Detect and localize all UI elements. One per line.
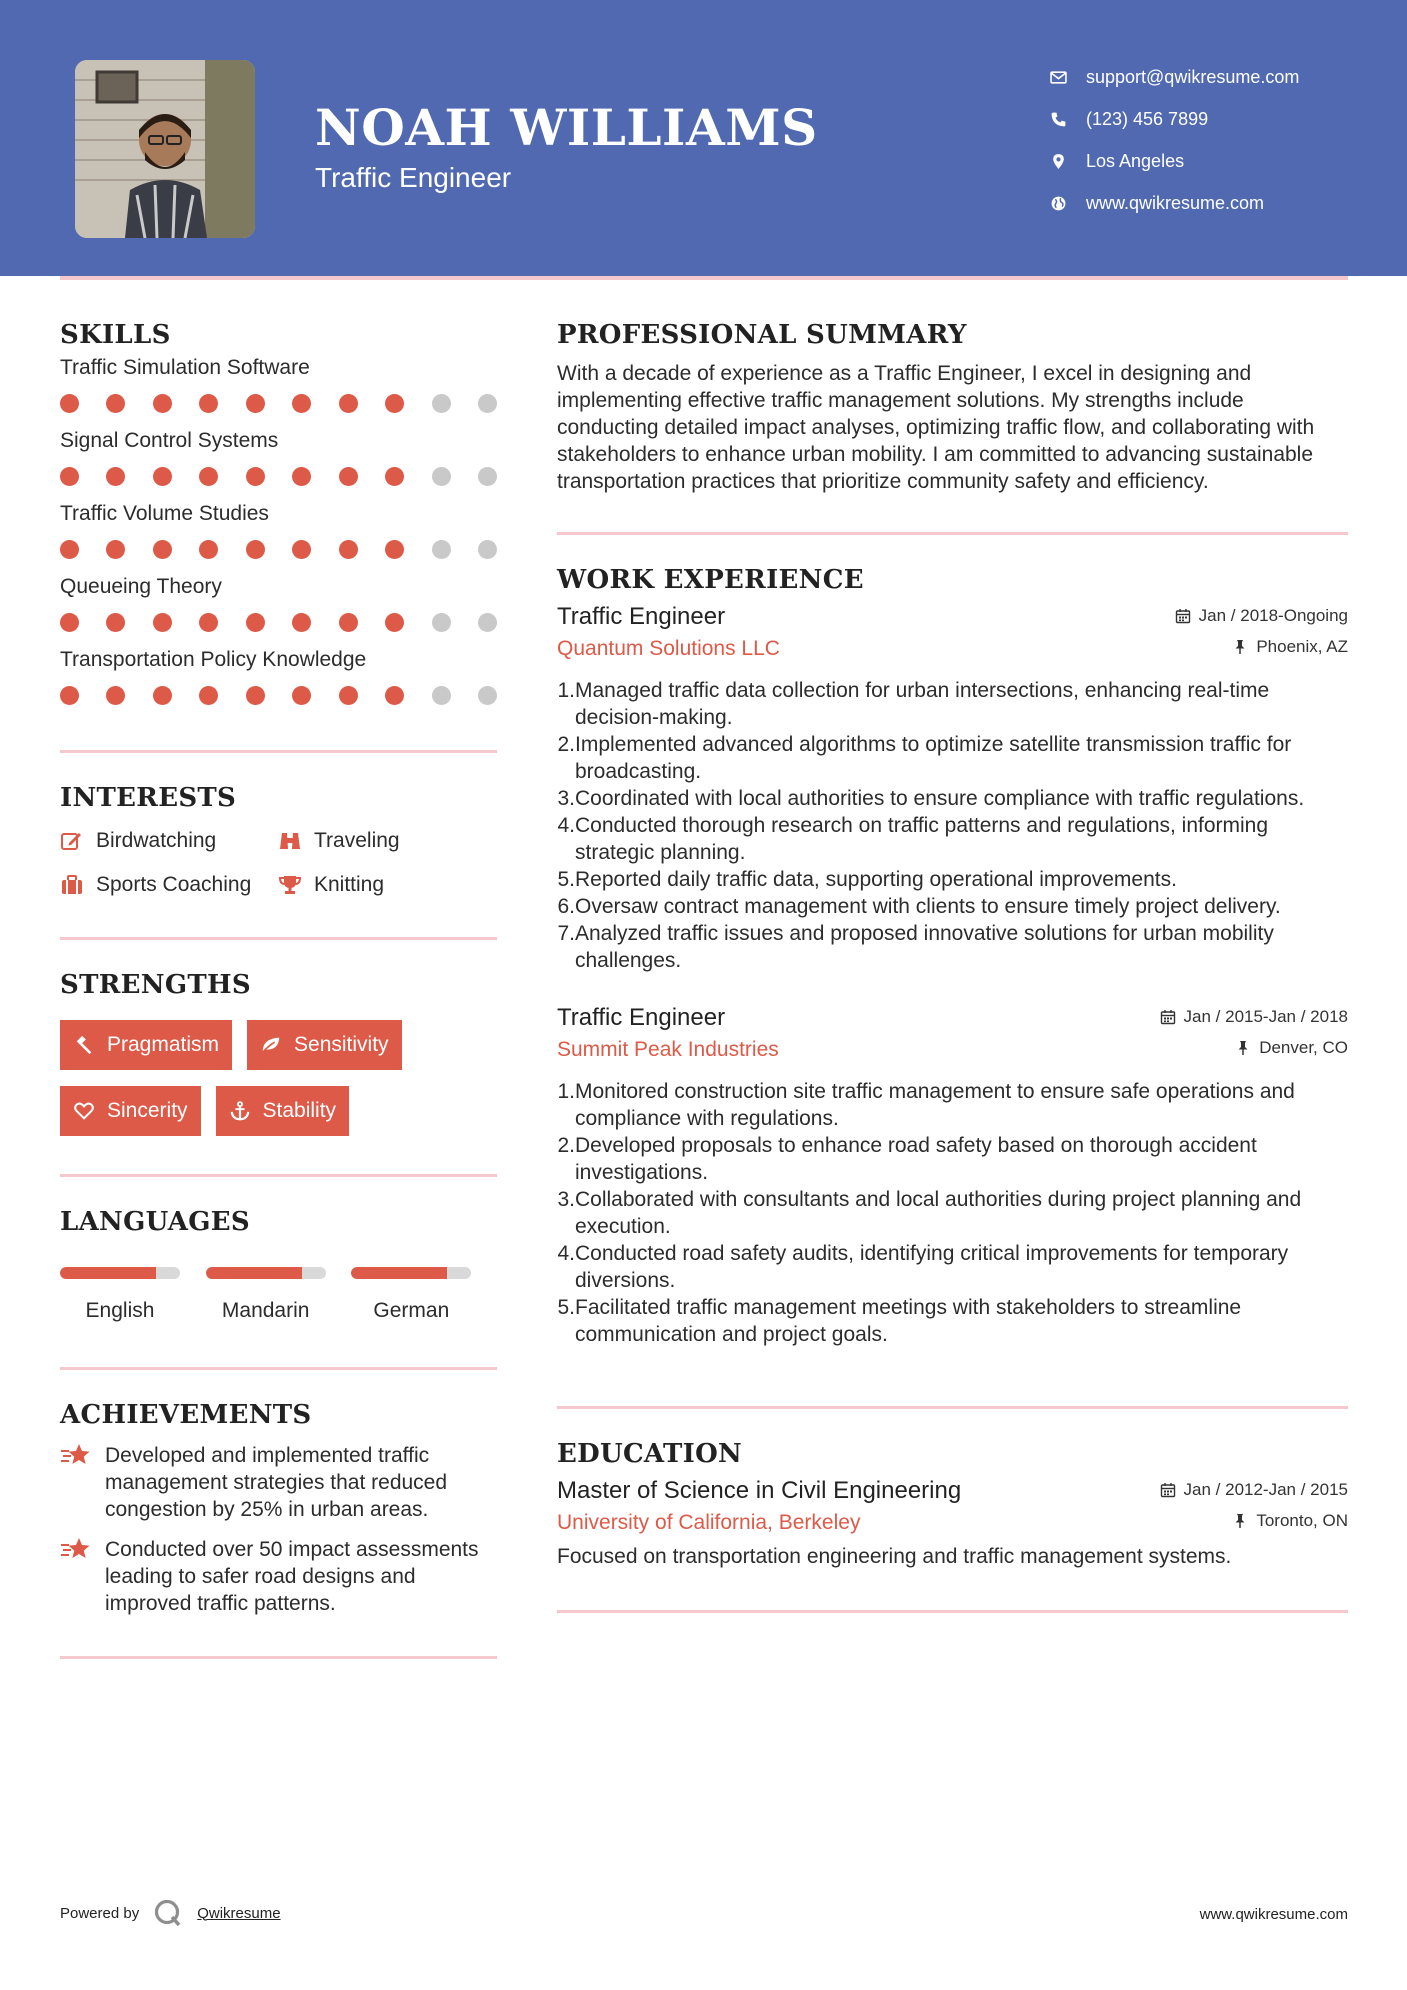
interest-label: Knitting <box>314 873 385 896</box>
skill-dot-empty <box>478 613 497 632</box>
education-description: Focused on transportation engineering and traffic management systems. <box>557 1545 1232 1568</box>
interest-item <box>60 829 278 853</box>
job-bullet: 5. Facilitated traffic management meetings with stakeholders to streamline communication and project goals. <box>557 1294 1348 1348</box>
section-divider <box>60 1656 497 1659</box>
skill-dot-filled <box>199 686 218 705</box>
job-bullets <box>557 677 1348 974</box>
language-item <box>206 1267 352 1323</box>
language-name: German <box>373 1299 450 1322</box>
skill-dot-filled <box>106 613 125 632</box>
strength-label: Sincerity <box>107 1099 188 1122</box>
skill-item <box>60 502 497 559</box>
education-location-text: Toronto, ON <box>1256 1511 1348 1530</box>
footer-website[interactable]: www.qwikresume.com <box>1199 1906 1348 1923</box>
language-level-bar <box>60 1267 180 1279</box>
section-divider <box>557 1406 1348 1409</box>
job-location <box>1235 1038 1348 1058</box>
resume-header <box>0 0 1407 276</box>
skill-dot-filled <box>246 613 265 632</box>
strength-label: Sensitivity <box>294 1033 389 1056</box>
section-divider <box>557 1610 1348 1613</box>
candidate-name: NOAH WILLIAMS <box>315 98 818 157</box>
strengths-list <box>60 1020 497 1136</box>
summary-section <box>557 320 1348 495</box>
skill-dot-empty <box>432 394 451 413</box>
skill-dot-filled <box>199 394 218 413</box>
skills-section <box>60 320 497 705</box>
pushpin-icon <box>1232 1513 1248 1529</box>
job-bullet-text: Oversaw contract management with clients to ensure timely project delivery. <box>575 895 1281 918</box>
contact-list <box>1050 56 1390 224</box>
contact-location <box>1050 140 1390 182</box>
skill-dot-filled <box>292 467 311 486</box>
skill-dot-filled <box>292 686 311 705</box>
skill-dot-filled <box>153 613 172 632</box>
binoculars-icon <box>278 829 302 853</box>
experience-section <box>557 565 1348 1348</box>
strength-badge <box>216 1086 350 1136</box>
skill-dot-filled <box>246 686 265 705</box>
skill-dot-empty <box>478 467 497 486</box>
section-divider <box>60 1367 497 1370</box>
job-dates-text: Jan / 2018-Ongoing <box>1198 606 1348 625</box>
job-bullet-text: Developed proposals to enhance road safety based on thorough accident investigations. <box>575 1134 1257 1184</box>
summary-text: With a decade of experience as a Traffic Engineer, I excel in designing and implementing effective traffic management solutions. My strengths include conducting detailed impact analyses, optimizing traffic flow, and collaborating with stakeholders to enhance urban mobility. I am committed to advancing sustainable transportation practices that prioritize community safety and efficiency. <box>557 362 1315 493</box>
job-location-text: Phoenix, AZ <box>1256 637 1348 656</box>
skill-dot-filled <box>60 467 79 486</box>
skill-dot-filled <box>153 540 172 559</box>
strength-label: Stability <box>262 1099 337 1122</box>
skill-dot-filled <box>199 613 218 632</box>
powered-by-label: Powered by <box>60 1904 140 1922</box>
job-bullet: 7. Analyzed traffic issues and proposed innovative solutions for urban mobility challenges. <box>557 920 1348 974</box>
skill-dot-filled <box>339 613 358 632</box>
skill-dot-empty <box>432 540 451 559</box>
job-bullet: 5. Reported daily traffic data, supporting operational improvements. <box>557 868 1177 891</box>
pushpin-icon <box>1235 1040 1251 1056</box>
section-divider <box>60 750 497 753</box>
experience-heading: WORK EXPERIENCE <box>557 565 864 595</box>
interest-label: Sports Coaching <box>96 873 252 896</box>
language-item <box>60 1267 206 1323</box>
globe-icon <box>1050 195 1086 212</box>
school-name: University of California, Berkeley <box>557 1511 861 1534</box>
skill-rating <box>60 686 497 705</box>
contact-phone[interactable] <box>1050 98 1390 140</box>
achievement-item <box>60 1536 497 1617</box>
job-bullet-text: Reported daily traffic data, supporting operational improvements. <box>575 868 1177 891</box>
skill-dot-filled <box>106 394 125 413</box>
heart-icon <box>73 1100 95 1122</box>
skill-dot-filled <box>153 686 172 705</box>
achievement-item <box>60 1442 497 1523</box>
language-level-bar <box>206 1267 326 1279</box>
leaf-icon <box>260 1034 282 1056</box>
skill-dot-filled <box>246 540 265 559</box>
interest-label: Birdwatching <box>96 829 217 852</box>
skill-dot-filled <box>339 467 358 486</box>
skill-dot-filled <box>339 394 358 413</box>
candidate-title: Traffic Engineer <box>315 162 512 193</box>
achievement-text: Developed and implemented traffic management strategies that reduced congestion by 25% in urban areas. <box>105 1444 448 1521</box>
job-bullet-text: Analyzed traffic issues and proposed innovative solutions for urban mobility challenges. <box>575 922 1274 972</box>
skill-dot-filled <box>60 540 79 559</box>
skill-name: Traffic Volume Studies <box>60 502 269 525</box>
achievements-section <box>60 1400 497 1617</box>
shooting-star-icon <box>60 1536 92 1564</box>
interest-item <box>278 829 497 853</box>
languages-section <box>60 1207 497 1323</box>
calendar-icon <box>1175 608 1191 624</box>
section-divider <box>60 937 497 940</box>
profile-photo <box>75 60 255 238</box>
job-bullet: 1. Managed traffic data collection for urban intersections, enhancing real-time decision-making. <box>557 677 1348 731</box>
skill-item <box>60 648 497 705</box>
skill-dot-filled <box>153 467 172 486</box>
skill-rating <box>60 467 497 486</box>
interest-item <box>60 873 278 897</box>
job-bullet: 4. Conducted road safety audits, identifying critical improvements for temporary diversions. <box>557 1240 1348 1294</box>
job-bullet: 3. Collaborated with consultants and local authorities during project planning and execution. <box>557 1186 1348 1240</box>
map-marker-icon <box>1050 153 1086 170</box>
interests-list <box>60 829 497 897</box>
job-role: Traffic Engineer <box>557 1004 726 1031</box>
job-location <box>1232 637 1348 657</box>
skill-dot-filled <box>385 613 404 632</box>
job-bullet-text: Managed traffic data collection for urban intersections, enhancing real-time decision-making. <box>575 679 1270 729</box>
skill-dot-filled <box>60 613 79 632</box>
interest-label: Traveling <box>314 829 400 852</box>
language-level-bar <box>351 1267 471 1279</box>
contact-email-text: support@qwikresume.com <box>1086 66 1300 87</box>
education-dates-text: Jan / 2012-Jan / 2015 <box>1183 1480 1348 1499</box>
skill-dot-filled <box>339 686 358 705</box>
envelope-icon <box>1050 69 1086 86</box>
skill-dot-empty <box>432 467 451 486</box>
pushpin-icon <box>1232 639 1248 655</box>
shooting-star-icon <box>60 1442 92 1470</box>
interests-heading: INTERESTS <box>60 783 237 813</box>
skill-dot-filled <box>246 467 265 486</box>
contact-website[interactable] <box>1050 182 1390 224</box>
skill-dot-filled <box>292 613 311 632</box>
skill-dot-filled <box>385 394 404 413</box>
job-role: Traffic Engineer <box>557 603 726 630</box>
strength-badge <box>247 1020 402 1070</box>
right-column <box>557 320 1348 1613</box>
skill-rating <box>60 394 497 413</box>
skill-dot-empty <box>432 686 451 705</box>
strength-label: Pragmatism <box>107 1033 220 1056</box>
skill-rating <box>60 540 497 559</box>
summary-heading: PROFESSIONAL SUMMARY <box>557 320 967 350</box>
job-bullet: 6. Oversaw contract management with clients to ensure timely project delivery. <box>557 895 1281 918</box>
skill-dot-filled <box>153 394 172 413</box>
language-item <box>351 1267 497 1323</box>
job-bullet-text: Coordinated with local authorities to ensure compliance with traffic regulations. <box>575 787 1305 810</box>
skill-dot-filled <box>60 686 79 705</box>
skills-list <box>60 356 497 705</box>
job-dates <box>1160 1007 1348 1027</box>
skill-name: Signal Control Systems <box>60 429 279 452</box>
job-bullet-text: Implemented advanced algorithms to optimize satellite transmission traffic for broadcasting. <box>575 733 1292 783</box>
skill-item <box>60 575 497 632</box>
qwikresume-logo-icon <box>153 1898 183 1928</box>
company-name: Quantum Solutions LLC <box>557 637 780 660</box>
contact-website-text: www.qwikresume.com <box>1086 192 1265 213</box>
languages-list <box>60 1267 497 1323</box>
skill-dot-empty <box>478 540 497 559</box>
skill-dot-empty <box>478 686 497 705</box>
skill-dot-filled <box>292 394 311 413</box>
job-bullet-text: Conducted thorough research on traffic patterns and regulations, informing strategic planning. <box>575 814 1269 864</box>
skill-rating <box>60 613 497 632</box>
skill-name: Traffic Simulation Software <box>60 356 310 379</box>
skill-dot-filled <box>385 540 404 559</box>
skill-name: Transportation Policy Knowledge <box>60 648 367 671</box>
achievements-heading: ACHIEVEMENTS <box>60 1400 312 1430</box>
strengths-heading: STRENGTHS <box>60 970 251 1000</box>
job-dates-text: Jan / 2015-Jan / 2018 <box>1183 1007 1348 1026</box>
skill-dot-filled <box>385 686 404 705</box>
job-bullet: 2. Implemented advanced algorithms to optimize satellite transmission traffic for broadcasting. <box>557 731 1348 785</box>
calendar-icon <box>1160 1482 1176 1498</box>
skill-dot-filled <box>199 540 218 559</box>
skill-dot-empty <box>478 394 497 413</box>
section-divider <box>60 1174 497 1177</box>
contact-phone-text: (123) 456 7899 <box>1086 108 1209 129</box>
skill-dot-filled <box>60 394 79 413</box>
section-divider <box>557 532 1348 535</box>
qwikresume-link[interactable]: Qwikresume <box>197 1904 281 1922</box>
job-bullet-text: Conducted road safety audits, identifying critical improvements for temporary diversions. <box>575 1242 1289 1292</box>
gavel-icon <box>73 1034 95 1056</box>
briefcase-icon <box>60 873 84 897</box>
strengths-section <box>60 970 497 1136</box>
job-bullet-text: Facilitated traffic management meetings with stakeholders to streamline communication and project goals. <box>575 1296 1242 1346</box>
skill-dot-filled <box>199 467 218 486</box>
skill-dot-empty <box>432 613 451 632</box>
education-dates <box>1160 1480 1348 1500</box>
calendar-icon <box>1160 1009 1176 1025</box>
skill-dot-filled <box>246 394 265 413</box>
language-level-fill <box>351 1267 447 1279</box>
education-section <box>557 1439 1348 1570</box>
job-bullet: 1. Monitored construction site traffic management to ensure safe operations and compliance with regulations. <box>557 1078 1348 1132</box>
edit-icon <box>60 829 84 853</box>
strength-badge <box>60 1020 232 1070</box>
skill-dot-filled <box>106 467 125 486</box>
job-bullet: 2. Developed proposals to enhance road safety based on thorough accident investigations. <box>557 1132 1348 1186</box>
job-dates <box>1175 606 1348 626</box>
job-entry <box>557 1004 1348 1348</box>
interest-item <box>278 873 497 897</box>
skills-heading: SKILLS <box>60 320 171 350</box>
skill-dot-filled <box>292 540 311 559</box>
left-column <box>60 320 497 1659</box>
job-bullet-text: Collaborated with consultants and local authorities during project planning and execution. <box>575 1188 1302 1238</box>
skill-name: Queueing Theory <box>60 575 222 598</box>
job-bullet-text: Monitored construction site traffic management to ensure safe operations and compliance with regulations. <box>575 1080 1295 1130</box>
job-bullet: 3. Coordinated with local authorities to ensure compliance with traffic regulations. <box>557 787 1305 810</box>
contact-email[interactable] <box>1050 56 1390 98</box>
skill-dot-filled <box>385 467 404 486</box>
company-name: Summit Peak Industries <box>557 1038 779 1061</box>
phone-icon <box>1050 111 1086 128</box>
job-location-text: Denver, CO <box>1259 1038 1348 1057</box>
skill-dot-filled <box>106 686 125 705</box>
language-name: English <box>85 1299 155 1322</box>
footer-powered-by <box>60 1898 281 1928</box>
skill-item <box>60 429 497 486</box>
skill-item <box>60 356 497 413</box>
language-name: Mandarin <box>221 1299 310 1322</box>
strength-badge <box>60 1086 201 1136</box>
skill-dot-filled <box>339 540 358 559</box>
degree-name: Master of Science in Civil Engineering <box>557 1477 962 1504</box>
education-location <box>1232 1511 1348 1531</box>
language-level-fill <box>60 1267 156 1279</box>
contact-location-text: Los Angeles <box>1086 150 1185 171</box>
interests-section <box>60 783 497 897</box>
trophy-icon <box>278 873 302 897</box>
job-bullets <box>557 1078 1348 1348</box>
anchor-icon <box>229 1100 251 1122</box>
job-entry <box>557 603 1348 974</box>
language-level-fill <box>206 1267 302 1279</box>
languages-heading: LANGUAGES <box>60 1207 250 1237</box>
job-bullet: 4. Conducted thorough research on traffic patterns and regulations, informing strategic planning. <box>557 812 1348 866</box>
skill-dot-filled <box>106 540 125 559</box>
header-divider <box>60 276 1348 280</box>
achievement-text: Conducted over 50 impact assessments leading to safer road designs and improved traffic patterns. <box>105 1538 479 1615</box>
education-heading: EDUCATION <box>557 1439 743 1469</box>
